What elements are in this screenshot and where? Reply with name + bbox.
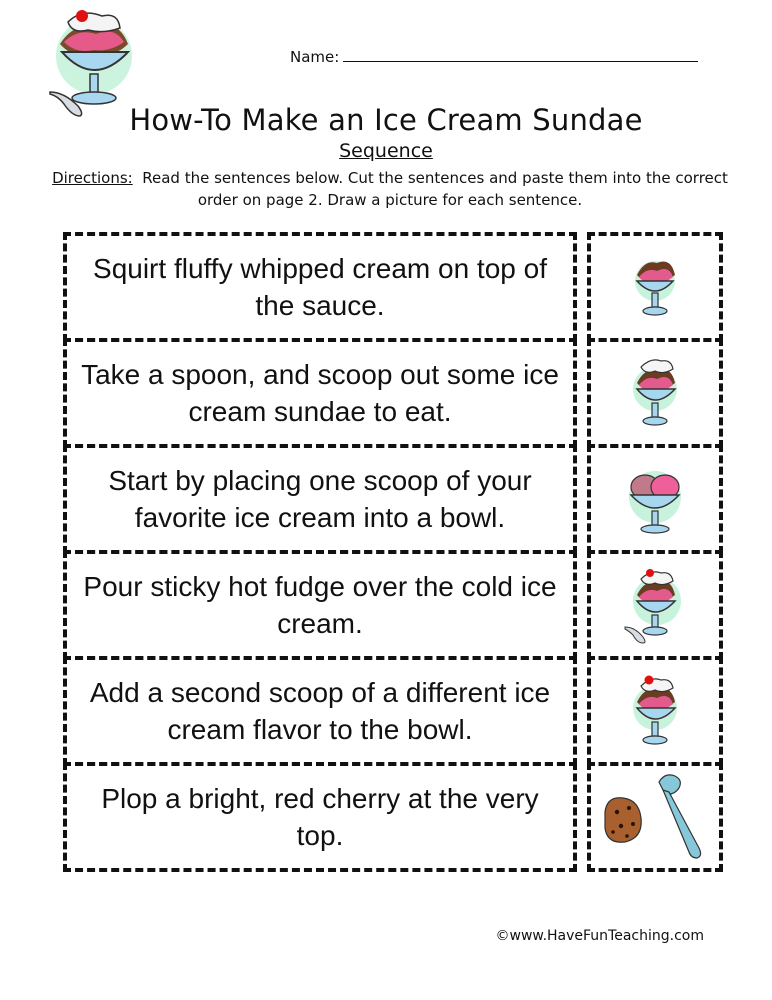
sentence-text: Squirt fluffy whipped cream on top of the sauce. [93,253,547,321]
picture-box-1 [587,232,723,342]
sentence-strip-2 [63,338,577,448]
picture-column [587,232,723,872]
sentence-strip-5 [63,656,577,766]
two-scoops-icon [625,459,685,539]
directions-label: Directions: [52,169,133,187]
cookie-and-spoon-icon [599,772,711,862]
spoon-icon [659,775,701,858]
picture-box-2 [587,338,723,448]
sentence-text: Start by placing one scoop of your favorite ice cream into a bowl. [108,465,532,533]
picture-box-5 [587,656,723,766]
sundae-icon [631,253,679,321]
name-label: Name: [290,48,340,66]
directions-text: Read the sentences below. Cut the sentences and paste them into the correct order on page 2. Draw a picture for each sentence. [142,169,728,209]
sundae-with-cherry-and-spoon-icon [623,565,687,645]
cookie-icon [605,798,641,842]
copyright-footer: ©www.HaveFunTeaching.com [495,928,704,944]
sentence-strip-6 [63,762,577,872]
sentence-strip-4 [63,550,577,660]
sentence-text: Add a second scoop of a different ice cream flavor to the bowl. [89,677,551,745]
sentence-text: Plop a bright, red cherry at the very top. [101,783,539,851]
directions [40,167,740,211]
sentence-strip-1 [63,232,577,342]
name-blank-line [343,47,698,62]
picture-box-3 [587,444,723,554]
page-subtitle: Sequence [339,140,433,162]
picture-box-6 [587,762,723,872]
page-title: How-To Make an Ice Cream Sundae [129,103,643,137]
sentence-text: Pour sticky hot fudge over the cold ice cream. [83,571,557,639]
picture-box-4 [587,550,723,660]
sundae-with-cream-icon [629,355,681,431]
sundae-with-cherry-icon [629,672,681,750]
sentence-column [63,232,577,872]
sentence-text: Take a spoon, and scoop out some ice cream sundae to eat. [81,359,559,427]
sentence-strip-3 [63,444,577,554]
name-field [290,47,710,66]
